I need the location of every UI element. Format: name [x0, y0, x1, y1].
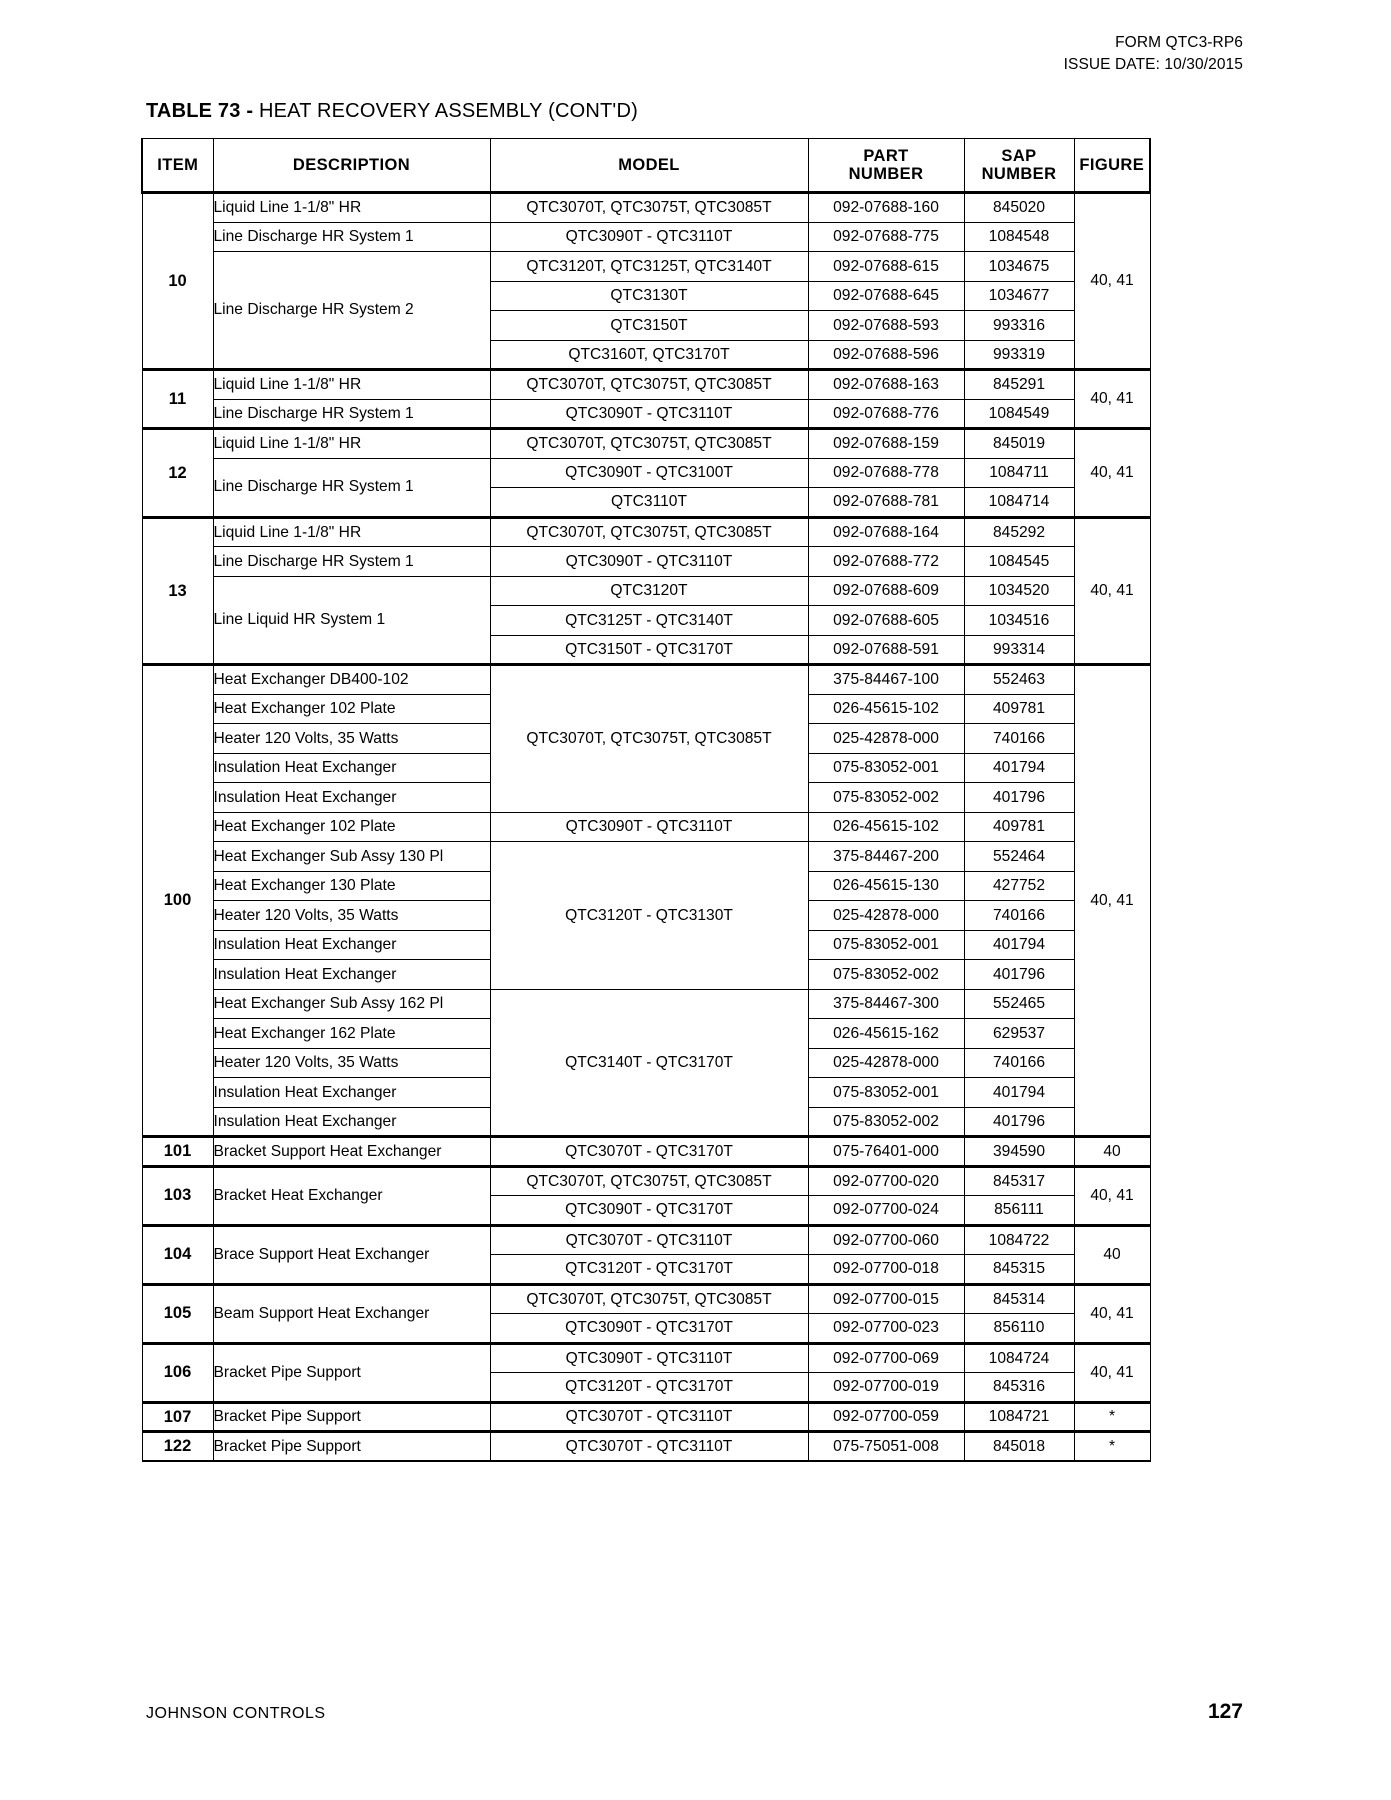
cell-model: QTC3120T - QTC3130T: [490, 842, 808, 990]
cell-item-number: 107: [142, 1402, 213, 1432]
sap-number-line1: SAP: [1001, 146, 1037, 165]
cell-description: Insulation Heat Exchanger: [213, 960, 490, 990]
part-number-line2: NUMBER: [848, 165, 924, 183]
cell-model: QTC3070T - QTC3110T: [490, 1432, 808, 1462]
cell-part-number: 092-07688-163: [808, 370, 964, 400]
column-header-sap-number: [964, 139, 1074, 193]
cell-item-number: 11: [142, 370, 213, 429]
cell-description: Line Discharge HR System 1: [213, 458, 490, 517]
table-label: TABLE 73 -: [146, 100, 259, 122]
cell-description: Liquid Line 1-1/8" HR: [213, 370, 490, 400]
cell-sap-number: 1034675: [964, 252, 1074, 282]
cell-part-number: 025-42878-000: [808, 724, 964, 754]
cell-part-number: 075-83052-001: [808, 753, 964, 783]
cell-description: Heater 120 Volts, 35 Watts: [213, 901, 490, 931]
cell-model: QTC3090T - QTC3110T: [490, 399, 808, 429]
cell-part-number: 092-07688-591: [808, 635, 964, 665]
cell-sap-number: 401796: [964, 1107, 1074, 1137]
table-header: [142, 139, 1150, 193]
cell-sap-number: 993316: [964, 311, 1074, 341]
cell-description: Line Discharge HR System 2: [213, 252, 490, 370]
cell-part-number: 092-07700-069: [808, 1343, 964, 1373]
cell-description: Liquid Line 1-1/8" HR: [213, 517, 490, 547]
cell-figure: 40: [1074, 1225, 1150, 1284]
cell-part-number: 092-07700-060: [808, 1225, 964, 1255]
cell-sap-number: 845315: [964, 1255, 1074, 1285]
cell-part-number: 092-07688-645: [808, 281, 964, 311]
table-row: [142, 547, 1150, 577]
cell-description: Bracket Support Heat Exchanger: [213, 1137, 490, 1167]
cell-item-number: 104: [142, 1225, 213, 1284]
cell-model: QTC3125T - QTC3140T: [490, 606, 808, 636]
cell-part-number: 025-42878-000: [808, 1048, 964, 1078]
cell-item-number: 105: [142, 1284, 213, 1343]
cell-sap-number: 845317: [964, 1166, 1074, 1196]
cell-description: Line Discharge HR System 1: [213, 399, 490, 429]
cell-model: QTC3070T, QTC3075T, QTC3085T: [490, 517, 808, 547]
cell-description: Heat Exchanger DB400-102: [213, 665, 490, 695]
cell-part-number: 075-83052-002: [808, 1107, 964, 1137]
cell-part-number: 375-84467-100: [808, 665, 964, 695]
cell-item-number: 122: [142, 1432, 213, 1462]
cell-model: QTC3130T: [490, 281, 808, 311]
cell-part-number: 026-45615-102: [808, 812, 964, 842]
cell-figure: 40, 41: [1074, 1343, 1150, 1402]
column-header-part-number: [808, 139, 964, 193]
cell-description: Line Discharge HR System 1: [213, 222, 490, 252]
cell-sap-number: 409781: [964, 694, 1074, 724]
cell-part-number: 075-83052-001: [808, 1078, 964, 1108]
page-title: [146, 100, 638, 123]
table-row: [142, 665, 1150, 695]
cell-sap-number: 856110: [964, 1314, 1074, 1344]
cell-part-number: 092-07688-164: [808, 517, 964, 547]
cell-item-number: 10: [142, 193, 213, 370]
cell-description: Bracket Heat Exchanger: [213, 1166, 490, 1225]
cell-part-number: 075-83052-002: [808, 783, 964, 813]
table-row: [142, 1284, 1150, 1314]
parts-table-container: [141, 138, 1149, 1462]
cell-part-number: 375-84467-200: [808, 842, 964, 872]
cell-sap-number: 401794: [964, 753, 1074, 783]
cell-description: Bracket Pipe Support: [213, 1343, 490, 1402]
cell-part-number: 092-07688-609: [808, 576, 964, 606]
cell-part-number: 092-07688-778: [808, 458, 964, 488]
table-row: [142, 222, 1150, 252]
table-body: [142, 193, 1150, 1462]
cell-part-number: 075-83052-002: [808, 960, 964, 990]
cell-sap-number: 1084714: [964, 488, 1074, 518]
cell-part-number: 026-45615-130: [808, 871, 964, 901]
cell-part-number: 092-07688-772: [808, 547, 964, 577]
table-row: [142, 576, 1150, 606]
cell-description: Heat Exchanger Sub Assy 130 Pl: [213, 842, 490, 872]
cell-figure: *: [1074, 1402, 1150, 1432]
cell-figure: 40, 41: [1074, 429, 1150, 518]
cell-part-number: 026-45615-102: [808, 694, 964, 724]
cell-part-number: 075-83052-001: [808, 930, 964, 960]
cell-part-number: 092-07700-015: [808, 1284, 964, 1314]
cell-description: Insulation Heat Exchanger: [213, 783, 490, 813]
cell-description: Heat Exchanger 102 Plate: [213, 694, 490, 724]
table-row: [142, 1166, 1150, 1196]
cell-description: Insulation Heat Exchanger: [213, 1078, 490, 1108]
cell-sap-number: 552464: [964, 842, 1074, 872]
cell-sap-number: 845314: [964, 1284, 1074, 1314]
cell-sap-number: 740166: [964, 1048, 1074, 1078]
cell-part-number: 092-07688-781: [808, 488, 964, 518]
cell-part-number: 025-42878-000: [808, 901, 964, 931]
parts-table: [141, 138, 1151, 1462]
cell-part-number: 092-07700-018: [808, 1255, 964, 1285]
cell-sap-number: 629537: [964, 1019, 1074, 1049]
cell-sap-number: 1084724: [964, 1343, 1074, 1373]
table-row: [142, 989, 1150, 1019]
cell-part-number: 092-07688-776: [808, 399, 964, 429]
cell-sap-number: 1084549: [964, 399, 1074, 429]
cell-model: QTC3090T - QTC3110T: [490, 547, 808, 577]
cell-part-number: 026-45615-162: [808, 1019, 964, 1049]
cell-model: QTC3090T - QTC3170T: [490, 1314, 808, 1344]
table-row: [142, 1137, 1150, 1167]
cell-model: QTC3090T - QTC3110T: [490, 1343, 808, 1373]
cell-part-number: 092-07688-593: [808, 311, 964, 341]
cell-part-number: 092-07688-605: [808, 606, 964, 636]
cell-model: QTC3120T - QTC3170T: [490, 1255, 808, 1285]
cell-sap-number: 1084711: [964, 458, 1074, 488]
table-row: [142, 252, 1150, 282]
cell-description: Heat Exchanger 102 Plate: [213, 812, 490, 842]
column-header-item: ITEM: [142, 139, 213, 193]
cell-figure: 40, 41: [1074, 1166, 1150, 1225]
cell-model: QTC3090T - QTC3100T: [490, 458, 808, 488]
cell-sap-number: 845019: [964, 429, 1074, 459]
cell-description: Liquid Line 1-1/8" HR: [213, 429, 490, 459]
cell-description: Heat Exchanger 130 Plate: [213, 871, 490, 901]
cell-description: Bracket Pipe Support: [213, 1432, 490, 1462]
cell-model: QTC3070T, QTC3075T, QTC3085T: [490, 1166, 808, 1196]
table-row: [142, 1225, 1150, 1255]
cell-description: Beam Support Heat Exchanger: [213, 1284, 490, 1343]
cell-sap-number: 1084548: [964, 222, 1074, 252]
cell-sap-number: 394590: [964, 1137, 1074, 1167]
cell-figure: 40, 41: [1074, 665, 1150, 1137]
cell-sap-number: 845316: [964, 1373, 1074, 1403]
cell-part-number: 092-07688-775: [808, 222, 964, 252]
cell-description: Heat Exchanger 162 Plate: [213, 1019, 490, 1049]
cell-part-number: 092-07700-019: [808, 1373, 964, 1403]
cell-model: QTC3070T, QTC3075T, QTC3085T: [490, 665, 808, 813]
company-name: JOHNSON CONTROLS: [146, 1705, 326, 1722]
cell-sap-number: 401796: [964, 960, 1074, 990]
cell-sap-number: 845020: [964, 193, 1074, 223]
cell-item-number: 101: [142, 1137, 213, 1167]
cell-sap-number: 401796: [964, 783, 1074, 813]
cell-figure: 40, 41: [1074, 193, 1150, 370]
cell-sap-number: 993319: [964, 340, 1074, 370]
cell-model: QTC3070T, QTC3075T, QTC3085T: [490, 429, 808, 459]
sap-number-line2: NUMBER: [981, 165, 1057, 183]
table-row: [142, 458, 1150, 488]
cell-description: Insulation Heat Exchanger: [213, 930, 490, 960]
table-row: [142, 1432, 1150, 1462]
cell-sap-number: 552463: [964, 665, 1074, 695]
column-header-model: MODEL: [490, 139, 808, 193]
cell-figure: 40: [1074, 1137, 1150, 1167]
cell-part-number: 092-07688-596: [808, 340, 964, 370]
table-row: [142, 399, 1150, 429]
cell-model: QTC3090T - QTC3170T: [490, 1196, 808, 1226]
cell-sap-number: 427752: [964, 871, 1074, 901]
cell-description: Heater 120 Volts, 35 Watts: [213, 1048, 490, 1078]
cell-sap-number: 845292: [964, 517, 1074, 547]
cell-sap-number: 1034516: [964, 606, 1074, 636]
cell-description: Insulation Heat Exchanger: [213, 753, 490, 783]
cell-sap-number: 409781: [964, 812, 1074, 842]
cell-part-number: 075-75051-008: [808, 1432, 964, 1462]
cell-model: QTC3070T - QTC3110T: [490, 1225, 808, 1255]
cell-part-number: 092-07700-023: [808, 1314, 964, 1344]
cell-sap-number: 845291: [964, 370, 1074, 400]
cell-part-number: 075-76401-000: [808, 1137, 964, 1167]
column-header-figure: FIGURE: [1074, 139, 1150, 193]
table-row: [142, 517, 1150, 547]
cell-description: Brace Support Heat Exchanger: [213, 1225, 490, 1284]
part-number-line1: PART: [863, 146, 909, 165]
cell-figure: 40, 41: [1074, 1284, 1150, 1343]
cell-item-number: 100: [142, 665, 213, 1137]
cell-model: QTC3070T - QTC3110T: [490, 1402, 808, 1432]
cell-sap-number: 740166: [964, 724, 1074, 754]
page-footer: [146, 1700, 1243, 1724]
cell-sap-number: 993314: [964, 635, 1074, 665]
document-header: [1064, 32, 1243, 77]
cell-description: Heater 120 Volts, 35 Watts: [213, 724, 490, 754]
cell-description: Heat Exchanger Sub Assy 162 Pl: [213, 989, 490, 1019]
cell-model: QTC3070T - QTC3170T: [490, 1137, 808, 1167]
table-row: [142, 842, 1150, 872]
cell-model: QTC3150T - QTC3170T: [490, 635, 808, 665]
cell-sap-number: 552465: [964, 989, 1074, 1019]
cell-part-number: 092-07700-059: [808, 1402, 964, 1432]
cell-part-number: 375-84467-300: [808, 989, 964, 1019]
cell-description: Line Liquid HR System 1: [213, 576, 490, 665]
cell-model: QTC3090T - QTC3110T: [490, 222, 808, 252]
cell-model: QTC3120T - QTC3170T: [490, 1373, 808, 1403]
column-header-description: DESCRIPTION: [213, 139, 490, 193]
cell-model: QTC3120T: [490, 576, 808, 606]
table-row: [142, 370, 1150, 400]
table-subject: HEAT RECOVERY ASSEMBLY (CONT'D): [258, 100, 638, 122]
page-number: 127: [1207, 1700, 1243, 1723]
cell-model: QTC3120T, QTC3125T, QTC3140T: [490, 252, 808, 282]
cell-sap-number: 401794: [964, 930, 1074, 960]
cell-model: QTC3070T, QTC3075T, QTC3085T: [490, 1284, 808, 1314]
cell-item-number: 106: [142, 1343, 213, 1402]
cell-figure: 40, 41: [1074, 370, 1150, 429]
cell-part-number: 092-07700-020: [808, 1166, 964, 1196]
cell-item-number: 13: [142, 517, 213, 665]
cell-sap-number: 1084722: [964, 1225, 1074, 1255]
table-row: [142, 812, 1150, 842]
cell-part-number: 092-07700-024: [808, 1196, 964, 1226]
cell-model: QTC3070T, QTC3075T, QTC3085T: [490, 370, 808, 400]
cell-part-number: 092-07688-159: [808, 429, 964, 459]
cell-model: QTC3090T - QTC3110T: [490, 812, 808, 842]
table-header-row: [142, 139, 1150, 193]
table-row: [142, 1402, 1150, 1432]
issue-date: ISSUE DATE: 10/30/2015: [1063, 56, 1243, 74]
cell-figure: 40, 41: [1074, 517, 1150, 665]
cell-sap-number: 1084545: [964, 547, 1074, 577]
cell-sap-number: 856111: [964, 1196, 1074, 1226]
cell-sap-number: 740166: [964, 901, 1074, 931]
cell-description: Insulation Heat Exchanger: [213, 1107, 490, 1137]
cell-description: Bracket Pipe Support: [213, 1402, 490, 1432]
cell-sap-number: 845018: [964, 1432, 1074, 1462]
cell-description: Line Discharge HR System 1: [213, 547, 490, 577]
cell-item-number: 12: [142, 429, 213, 518]
cell-sap-number: 1084721: [964, 1402, 1074, 1432]
cell-part-number: 092-07688-615: [808, 252, 964, 282]
cell-model: QTC3070T, QTC3075T, QTC3085T: [490, 193, 808, 223]
cell-model: QTC3160T, QTC3170T: [490, 340, 808, 370]
cell-model: QTC3140T - QTC3170T: [490, 989, 808, 1137]
form-number: FORM QTC3-RP6: [1115, 34, 1243, 51]
cell-figure: *: [1074, 1432, 1150, 1462]
cell-item-number: 103: [142, 1166, 213, 1225]
cell-sap-number: 401794: [964, 1078, 1074, 1108]
cell-part-number: 092-07688-160: [808, 193, 964, 223]
table-row: [142, 1343, 1150, 1373]
table-row: [142, 429, 1150, 459]
cell-description: Liquid Line 1-1/8" HR: [213, 193, 490, 223]
cell-model: QTC3150T: [490, 311, 808, 341]
cell-sap-number: 1034520: [964, 576, 1074, 606]
table-row: [142, 193, 1150, 223]
cell-sap-number: 1034677: [964, 281, 1074, 311]
cell-model: QTC3110T: [490, 488, 808, 518]
